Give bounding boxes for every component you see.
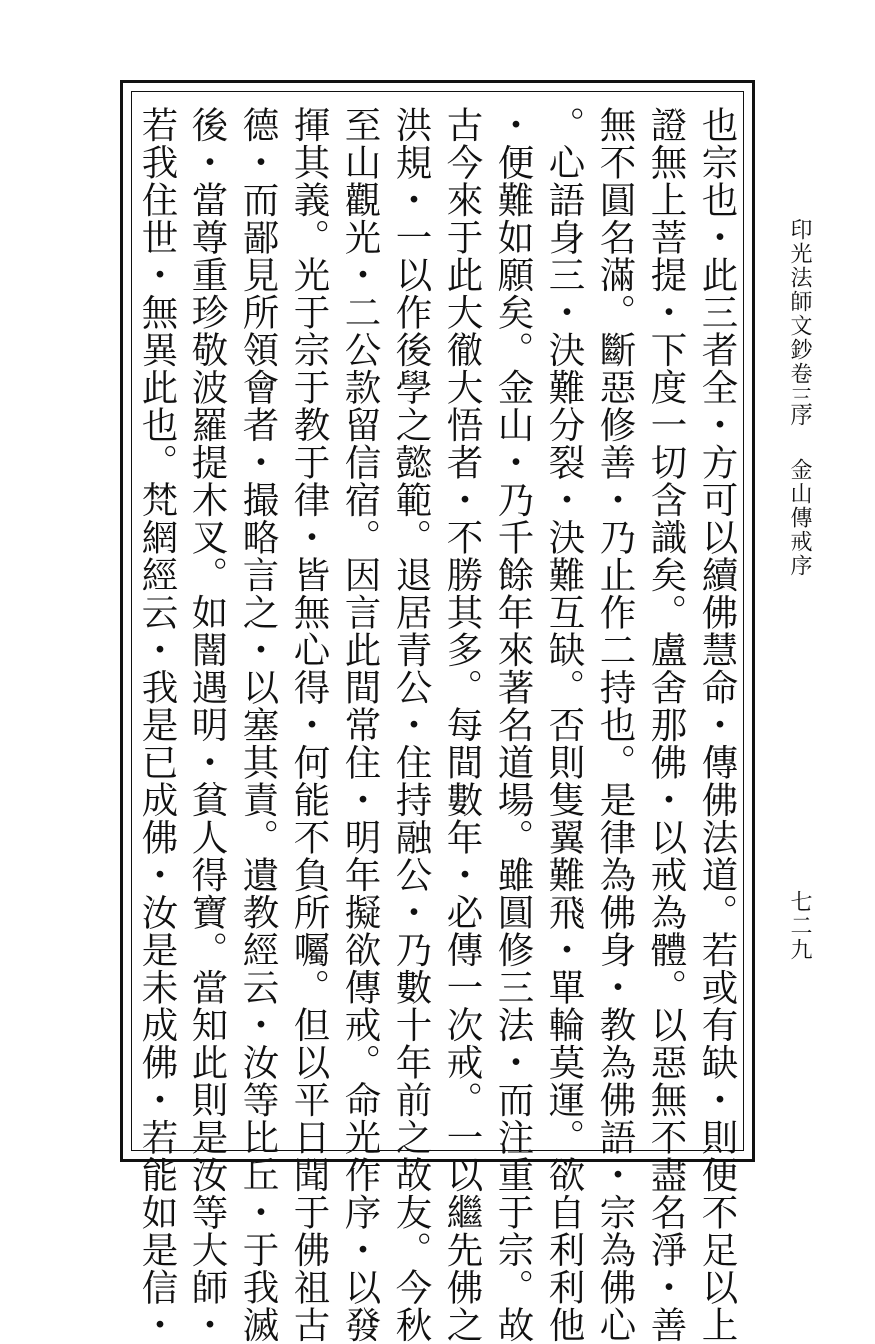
inner-border [131,91,744,1344]
text-column: 也宗也・此三者全・方可以續佛慧命・傳佛法道。若或有缺・則便不足以上 [696,106,739,1344]
page-number: 七二九 [787,890,812,962]
text-column: 揮其義。光于宗于教于律・皆無心得・何能不負所囑。但以平日聞于佛祖古 [288,106,331,1344]
text-column: 洪規・一以作後學之懿範。退居青公・住持融公・乃數十年前之故友。今秋 [390,106,433,1344]
piece-title: 金山傳戒序 [787,458,812,578]
text-column: 若我住世・無異此也。梵網經云・我是已成佛・汝是未成佛・若能如是信・ [136,106,179,1344]
text-column: 。心語身三・決難分裂・決難互缺。否則隻翼難飛・單輪莫運。欲自利利他 [543,106,586,1344]
text-column: 德・而鄙見所領會者・撮略言之・以塞其責。遺教經云・汝等比丘・于我滅 [237,106,280,1344]
book-title: 印光法師文鈔卷三 [787,218,812,410]
text-column: 至山觀光・二公款留信宿。因言此間常住・明年擬欲傳戒。命光作序・以發 [339,106,382,1344]
text-column: ・便難如願矣。金山・乃千餘年來著名道場。雖圓修三法・而注重于宗。故 [492,106,535,1344]
page-border [120,80,755,1344]
section-label: 序 [787,404,812,428]
text-column: 無不圓名滿。斷惡修善・乃止作二持也。是律為佛身・教為佛語・宗為佛心 [594,106,637,1344]
text-column: 證無上菩提・下度一切含識矣。盧舍那佛・以戒為體。以惡無不盡名淨・善 [645,106,688,1344]
text-column: 古今來于此大徹大悟者・不勝其多。每間數年・必傳一次戒。一以繼先佛之 [441,106,484,1344]
text-column: 後・當尊重珍敬波羅提木叉。如闇遇明・貧人得寶。當知此則是汝等大師・ [186,106,229,1344]
